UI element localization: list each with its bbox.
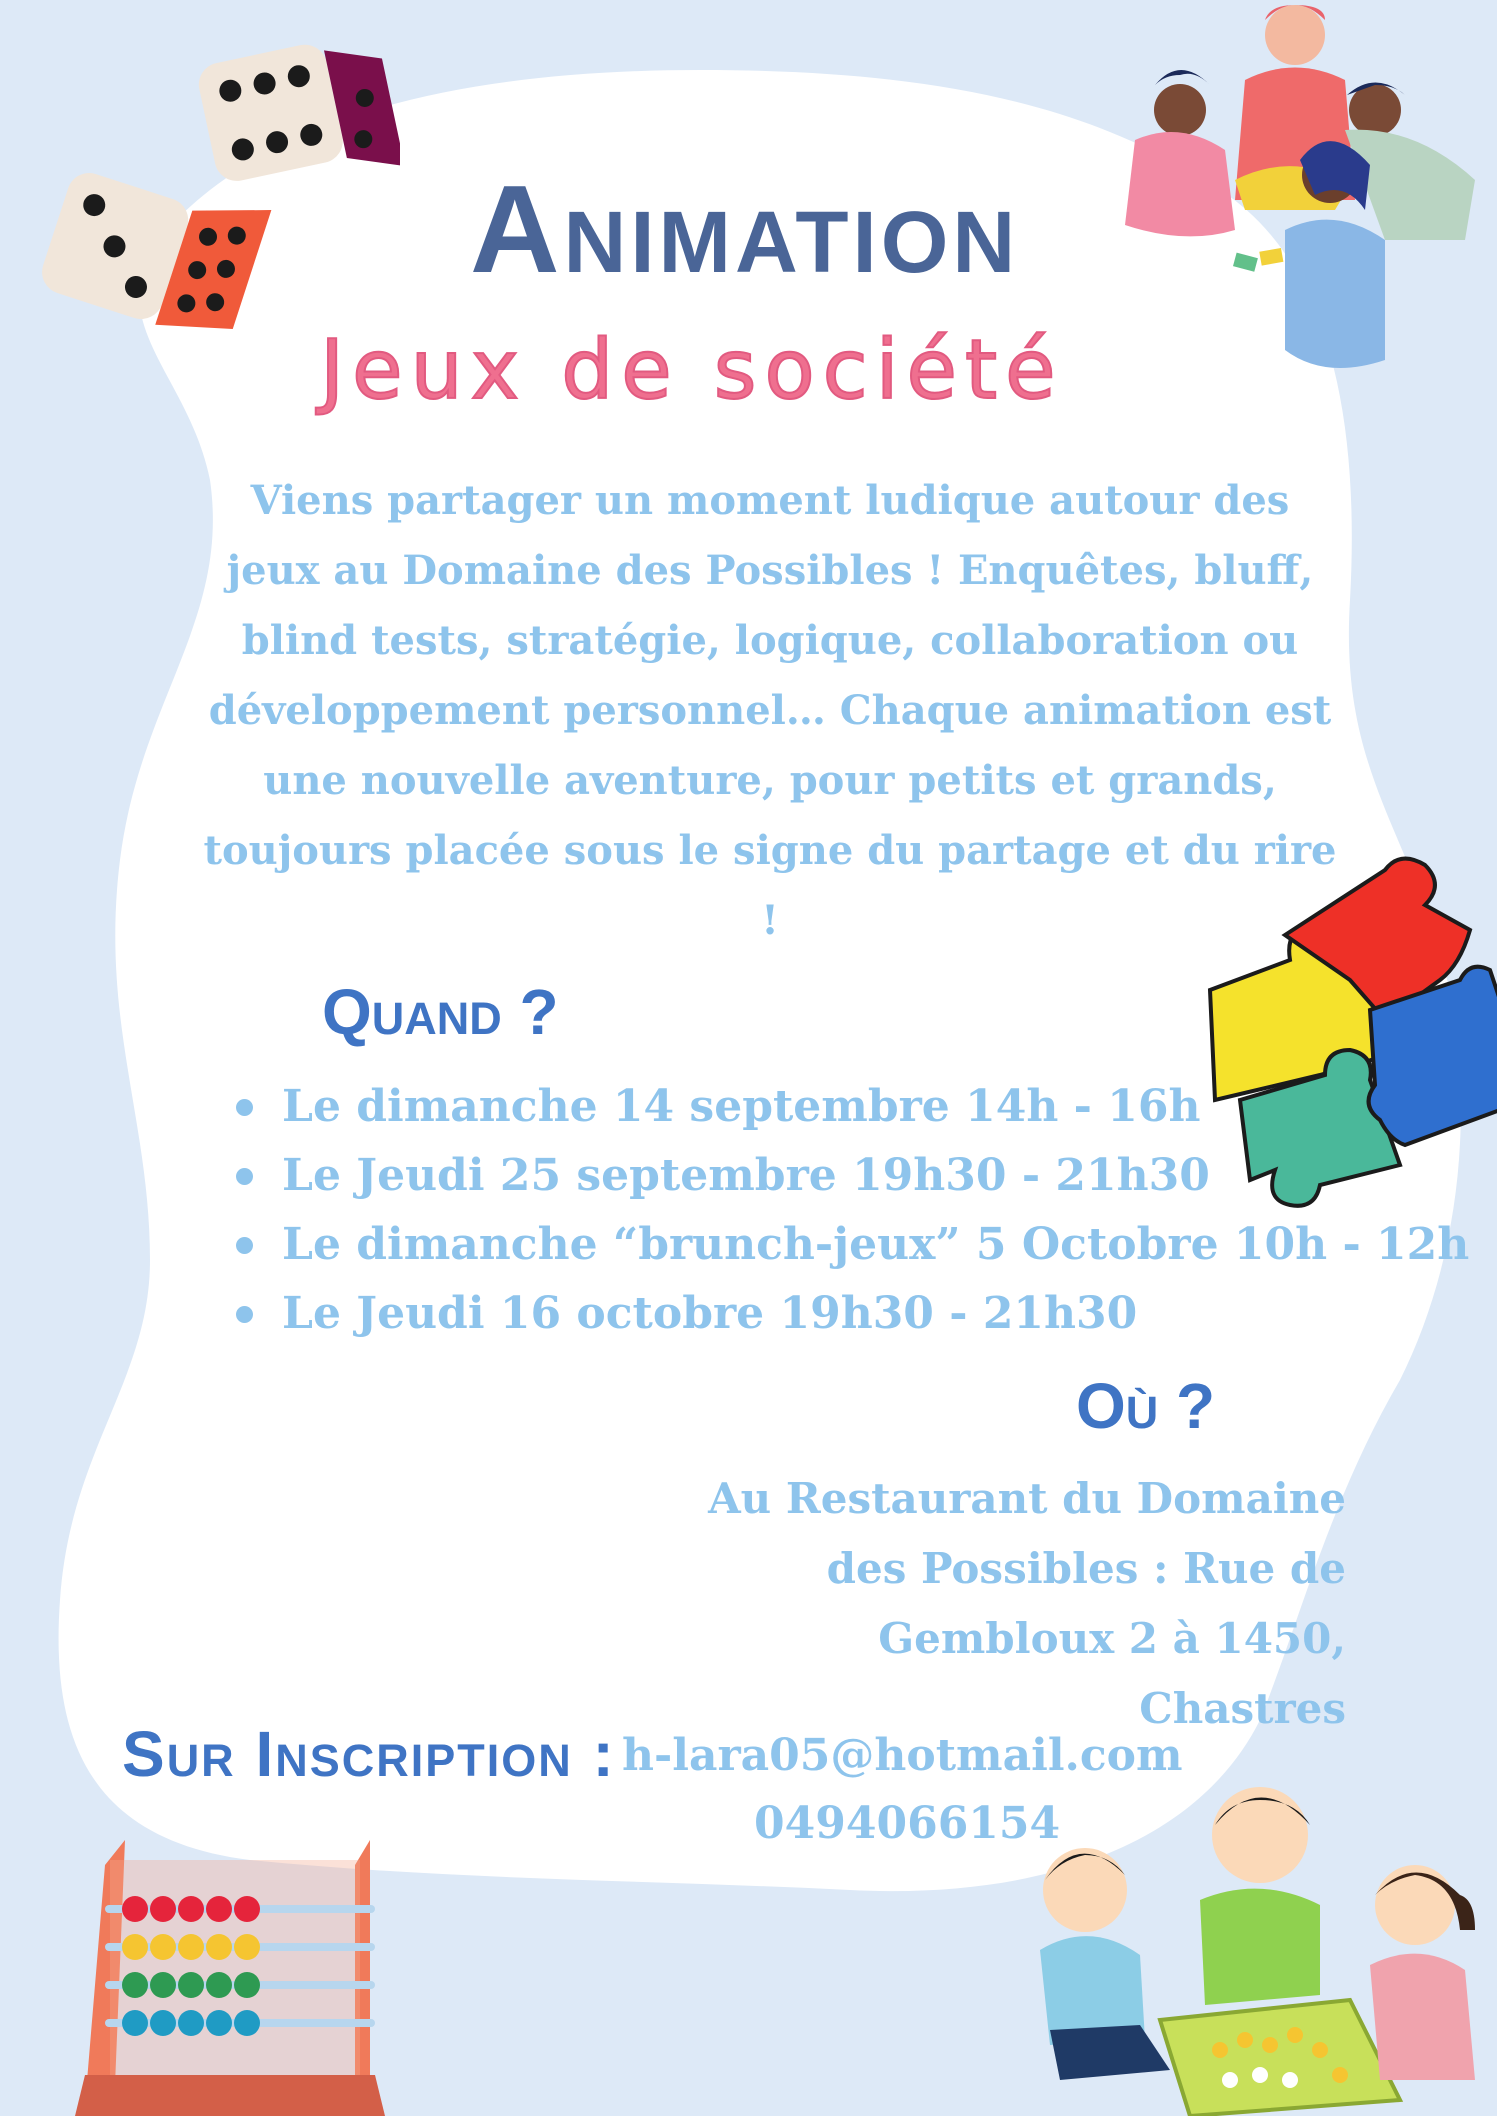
phone-number[interactable]: 0494066154	[754, 1798, 1061, 1849]
address-line: Gembloux 2 à 1450, Chastres	[878, 1614, 1346, 1733]
when-heading: Quand ?	[322, 976, 559, 1048]
date-item: Le Jeudi 25 septembre 19h30 - 21h30	[282, 1150, 1210, 1201]
address	[706, 1464, 1346, 1744]
date-item: Le dimanche “brunch-jeux” 5 Octobre 10h - 12h	[282, 1219, 1470, 1270]
list-item	[236, 1279, 1469, 1348]
bullet-icon	[236, 1168, 253, 1185]
dice-icon	[20, 10, 400, 370]
where-heading: Où ?	[1076, 1370, 1216, 1442]
email-link[interactable]: h-lara05@hotmail.com	[622, 1730, 1183, 1781]
kids-board-game-icon	[1020, 1780, 1490, 2116]
bullet-icon	[236, 1306, 253, 1323]
bullet-icon	[236, 1099, 253, 1116]
list-item	[236, 1210, 1469, 1279]
date-item: Le dimanche 14 septembre 14h - 16h	[282, 1081, 1201, 1132]
date-item: Le Jeudi 16 octobre 19h30 - 21h30	[282, 1288, 1138, 1339]
address-line: des Possibles : Rue de	[826, 1544, 1346, 1593]
people-playing-cards-icon	[1085, 0, 1485, 380]
intro-paragraph: Viens partager un moment ludique autour des jeux au Domaine des Possibles ! Enquêtes, bluff, blind tests, stratégie, logique, collaboration ou développement personnel… Chaque animation est une nouvelle aventure, pour petits et grands, toujours placée sous le signe du partage et du rire !	[203, 477, 1337, 944]
list-item	[236, 1141, 1469, 1210]
page-title: Animation	[470, 161, 1020, 299]
registration-heading: Sur Inscription :	[122, 1718, 616, 1790]
page-subtitle: Jeux de société	[320, 323, 1064, 418]
abacus-icon	[65, 1835, 395, 2116]
list-item	[236, 1072, 1469, 1141]
address-line: Au Restaurant du Domaine	[708, 1474, 1346, 1523]
bullet-icon	[236, 1237, 253, 1254]
dates-list	[236, 1072, 1469, 1348]
